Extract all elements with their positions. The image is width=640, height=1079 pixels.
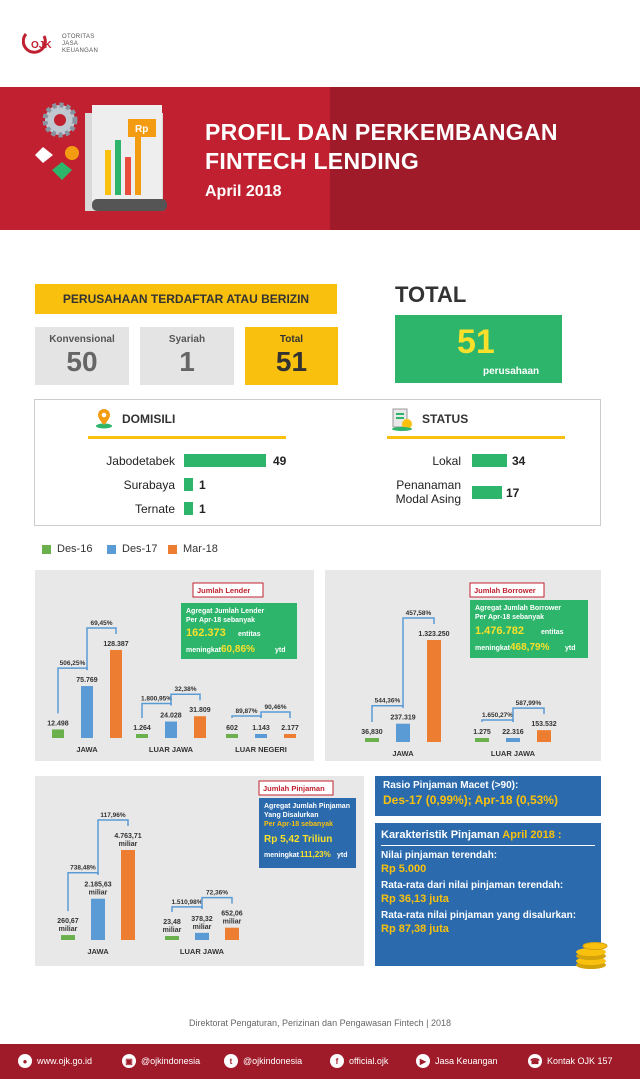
page-title: PROFIL DAN PERKEMBANGAN FINTECH LENDING [205,119,558,174]
legend-item: Mar-18 [168,543,218,555]
domisili-label: Jabodetabek [106,454,175,468]
legend-swatch [42,545,51,554]
legend-swatch [107,545,116,554]
domisili-bar [184,454,266,467]
chart-bar [225,928,239,940]
footer-link[interactable]: ● www.ojk.go.id [18,1054,92,1068]
category-label: JAWA [76,745,98,754]
growth-label: 457,58% [405,610,432,617]
lender-chart [35,570,314,761]
data-label: 128.387 [103,641,129,648]
data-label: 2.177 [281,725,299,732]
chart-bar [226,734,238,738]
data-label: 36,830 [361,729,383,736]
status-value: 34 [512,454,526,468]
pinjaman-chart [35,776,364,966]
chart-bar [475,738,489,742]
chart-bar [52,729,64,738]
category-label: JAWA [392,749,414,758]
konvensional-box [35,327,129,385]
data-label: 12.498 [47,720,69,728]
category-label: LUAR JAWA [179,947,225,956]
data-label: 378,32 [191,915,213,923]
data-label: miliar [58,926,78,934]
chart-bar [165,936,179,940]
domisili-label: Ternate [134,502,175,516]
data-label: 31.809 [189,707,211,715]
data-label: 4.763,71 [114,833,142,840]
status-bar [472,486,502,499]
note-value: 468,79% [510,642,550,653]
syariah-box [140,327,234,385]
growth-label: 69,45% [90,620,113,627]
status-value: 17 [506,486,520,500]
growth-bracket [172,907,202,912]
note-title: Jumlah Lender [197,586,251,595]
data-label: 22.316 [502,729,524,736]
category-label: LUAR JAWA [490,749,536,758]
status-label: Penanaman Modal Asing [395,478,461,506]
data-label: miliar [192,923,212,931]
growth-bracket [482,720,513,722]
growth-label: 544,36% [374,697,401,705]
borrower-chart [325,570,601,761]
karakteristik-label: Nilai pinjaman terendah: [381,850,498,861]
domisili-bar [184,478,193,491]
total-value: 51 [457,323,495,361]
total-stat-value: 51 [275,346,308,377]
data-label: 260,67 [57,918,79,926]
growth-bracket [232,716,261,718]
note-value: 162.373 [186,627,226,639]
data-label: 1.264 [133,725,151,732]
note-text: Per Apr-18 sebanyak [475,614,544,621]
chart-bar [365,738,379,742]
footer-link[interactable]: f official.ojk [330,1054,388,1068]
chart-bar [91,899,105,940]
syariah-value: 1 [179,346,195,377]
chart-bar [136,734,148,738]
growth-label: 506,25% [59,660,86,668]
growth-label: 1.510,98% [171,898,203,906]
note-title: Jumlah Borrower [474,586,536,595]
chart-bar [110,650,122,738]
note-text: entitas [541,629,564,636]
note-value: 1.476.782 [475,625,524,637]
data-label: miliar [222,918,242,926]
status-title: STATUS [422,412,469,426]
karakteristik-value: Rp 36,13 juta [381,893,449,905]
data-label: miliar [162,927,182,934]
category-label: LUAR NEGERI [235,745,287,754]
konvensional-label: Konvensional [49,334,115,345]
chart-bar [396,724,410,742]
karakteristik-value: Rp 87,38 juta [381,923,449,935]
total-unit: perusahaan [483,366,540,377]
note-text: Per Apr-18 sebanyak [264,821,333,828]
karakteristik-box [375,823,601,966]
note-text: entitas [238,631,261,638]
note-text: Per Apr-18 sebanyak [186,617,255,624]
chart-bar [165,722,177,738]
page-subtitle: April 2018 [205,183,282,200]
growth-bracket [202,898,232,909]
chart-bar [537,730,551,742]
data-label: 23,48 [163,919,181,926]
logo-mark-text: OJK [31,40,52,51]
rasio-box [375,776,601,816]
category-label: LUAR JAWA [148,745,194,754]
registered-heading: PERUSAHAAN TERDAFTAR ATAU BERIZIN [35,284,337,314]
youtube-icon: ▶ [416,1054,430,1068]
karakteristik-value: Rp 5.000 [381,863,427,875]
total-title: TOTAL [395,282,467,307]
rp-badge-text: Rp [135,124,149,135]
data-label: 602 [226,725,238,732]
chart-bar [61,935,75,940]
chart-bar [195,933,209,940]
data-label: 2.185,63 [84,881,112,889]
syariah-label: Syariah [168,334,206,345]
footer-link[interactable]: ▶ Jasa Keuangan [416,1054,498,1068]
domisili-bar [184,502,193,515]
note-text: Agregat Jumlah Lender [186,608,265,615]
status-bar [472,454,507,467]
data-label: 652,06 [221,910,243,918]
credit-text: Direktorat Pengaturan, Perizinan dan Pengawasan Fintech | 2018 [188,1018,451,1028]
chart-bar [427,640,441,742]
chart-bar [81,686,93,738]
note-text: Yang Disalurkan [264,812,319,819]
growth-label: 32,38% [174,686,197,694]
note-text: Agregat Jumlah Borrower [475,605,561,612]
domisili-title: DOMISILI [122,412,176,426]
growth-label: 117,96% [100,812,126,819]
chart-bar [506,738,520,742]
growth-label: 587,99% [515,700,542,708]
note-text: ytd [565,645,576,652]
growth-label: 90,46% [264,704,287,711]
status-label: Lokal [432,454,461,468]
phone-icon: ☎ [528,1054,542,1068]
domisili-value: 1 [199,478,206,492]
legend-swatch [168,545,177,554]
data-label: 75.769 [76,677,98,685]
fintech-illustration-icon [30,95,180,220]
legend-item: Des-16 [42,543,92,555]
domisili-underline [88,436,286,439]
facebook-icon: f [330,1054,344,1068]
legend-item: Des-17 [107,543,157,555]
note-value: Rp 5,42 Triliun [264,834,333,845]
growth-bracket [171,694,200,705]
note-title: Jumlah Pinjaman [263,784,325,793]
data-label: 1.323.250 [418,631,450,638]
konvensional-value: 50 [66,346,98,377]
footer-link[interactable]: t @ojkindonesia [224,1054,302,1068]
status-document-icon [389,406,415,432]
growth-label: 1.650,27% [481,712,514,719]
data-label: miliar [88,889,108,897]
domisili-label: Surabaya [123,478,175,492]
category-label: JAWA [87,947,109,956]
note-text: Agregat Jumlah Pinjaman [264,803,350,810]
chart-bar [121,850,135,940]
data-label: 153.532 [531,721,557,729]
ojk-logo-icon [22,28,56,58]
note-text: meningkat [475,645,511,652]
rasio-title: Rasio Pinjaman Macet (>90): [383,780,519,791]
domisili-value: 49 [273,454,287,468]
growth-label: 89,87% [235,708,258,715]
data-label: 1.143 [252,725,270,732]
growth-bracket [261,712,290,718]
karakteristik-title: Karakteristik Pinjaman April 2018 : [381,829,562,841]
data-label: 24.028 [160,712,182,720]
note-value: 111,23% [300,850,331,859]
footer-link[interactable]: ☎ Kontak OJK 157 [528,1054,613,1068]
karakteristik-label: Rata-rata dari nilai pinjaman terendah: [381,880,564,891]
note-text: ytd [275,647,286,654]
twitter-icon: t [224,1054,238,1068]
globe-icon: ● [18,1054,32,1068]
logo-text: OTORITAS JASA KEUANGAN [62,34,99,54]
growth-label: 1.800,95% [140,695,173,703]
karakteristik-label: Rata-rata nilai pinjaman yang disalurkan: [381,910,577,921]
data-label: miliar [118,841,138,848]
coins-icon [573,937,609,971]
growth-label: 72,36% [205,889,229,897]
growth-label: 738,48% [70,864,96,872]
instagram-icon: ▣ [122,1054,136,1068]
note-value: 60,86% [221,644,255,655]
growth-bracket [513,708,544,722]
location-pin-icon [93,407,115,429]
note-text: meningkat [186,647,222,654]
rasio-value: Des-17 (0,99%); Apr-18 (0,53%) [383,793,558,807]
note-text: meningkat [264,852,300,859]
domisili-value: 1 [199,502,206,516]
data-label: 237.319 [390,714,416,722]
chart-bar [194,716,206,738]
total-stat-label: Total [279,334,304,345]
note-text: ytd [337,852,348,859]
footer-link[interactable]: ▣ @ojkindonesia [122,1054,200,1068]
total-stat-box [245,327,338,385]
chart-bar [284,734,296,738]
data-label: 1.275 [473,729,491,736]
chart-bar [255,734,267,738]
status-underline [387,436,565,439]
